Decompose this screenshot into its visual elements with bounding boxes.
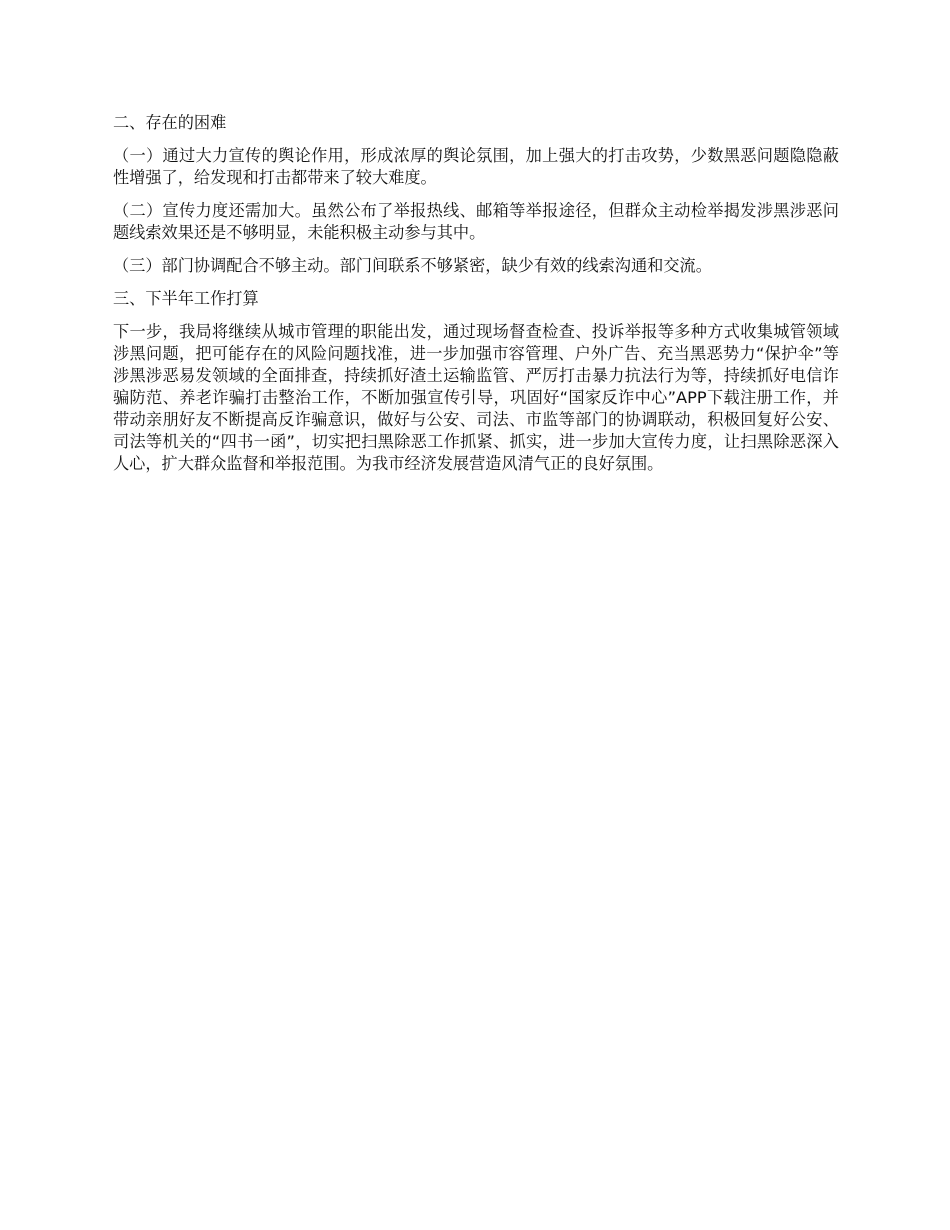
section-2-item-1: （一）通过大力宣传的舆论作用，形成浓厚的舆论氛围，加上强大的打击攻势，少数黑恶问题隐隐蔽性增强了，给发现和打击都带来了较大难度。 <box>113 146 839 187</box>
section-3-heading: 三、下半年工作打算 <box>113 289 259 308</box>
section-3-paragraph: 下一步，我局将继续从城市管理的职能出发，通过现场督查检查、投诉举报等多种方式收集城管领域涉黑问题，把可能存在的风险问题找准，进一步加强市容管理、户外广告、充当黑恶势力“保护伞”等涉黑涉恶易发领域的全面排查，持续抓好渣土运输监管、严厉打击暴力抗法行为等，持续抓好电信诈骗防范、养老诈骗打击整治工作，不断加强宣传引导，巩固好“国家反诈中心”APP下载注册工作，并带动亲朋好友不断提高反诈骗意识，做好与公安、司法、市监等部门的协调联动，积极回复好公安、司法等机关的“四书一函”，切实把扫黑除恶工作抓紧、抓实，进一步加大宣传力度，让扫黑除恶深入人心，扩大群众监督和举报范围。为我市经济发展营造风清气正的良好氛围。 <box>113 322 839 473</box>
section-2-item-2: （二）宣传力度还需加大。虽然公布了举报热线、邮箱等举报途径，但群众主动检举揭发涉黑涉恶问题线索效果还是不够明显，未能积极主动参与其中。 <box>113 201 839 242</box>
section-2-heading: 二、存在的困难 <box>113 113 227 132</box>
document-body <box>113 112 839 486</box>
section-2-item-3: （三）部门协调配合不够主动。部门间联系不够紧密，缺少有效的线索沟通和交流。 <box>113 256 712 275</box>
